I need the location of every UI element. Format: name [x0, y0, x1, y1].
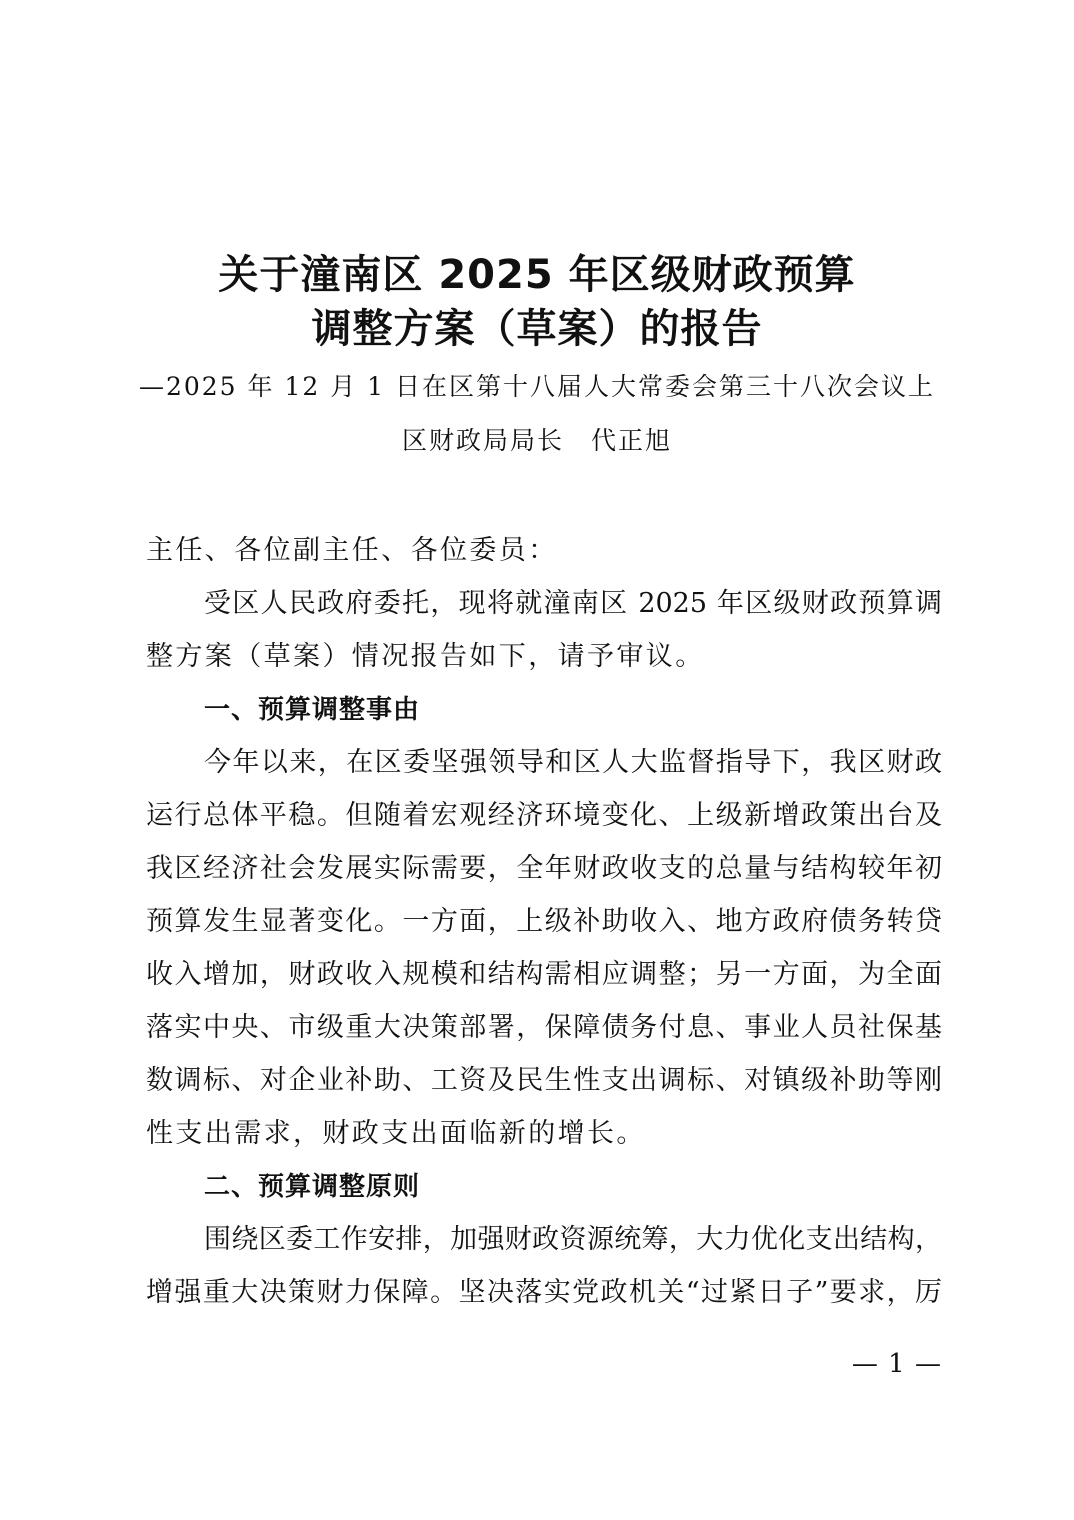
- intro-line: 整方案（草案）情况报告如下，请予审议。: [146, 641, 705, 672]
- document-title-line-1: 关于潼南区 2025 年区级财政预算: [218, 252, 856, 298]
- document-title-line-2: 调整方案（草案）的报告: [311, 306, 763, 352]
- paragraph-line: 增强重大决策财力保障。坚决落实党政机关“过紧日子”要求，厉: [146, 1277, 942, 1308]
- intro-line: 受区人民政府委托，现将就潼南区 2025 年区级财政预算调: [204, 588, 942, 619]
- paragraph-line: 围绕区委工作安排，加强财政资源统筹，大力优化支出结构，: [204, 1224, 942, 1255]
- paragraph-line: 预算发生显著变化。一方面，上级补助收入、地方政府债务转贷: [146, 906, 942, 937]
- paragraph-line: 今年以来，在区委坚强领导和区人大监督指导下，我区财政: [204, 747, 942, 778]
- section-heading-budget-adjustment-reasons: 一、预算调整事由: [204, 695, 421, 725]
- paragraph-line: 运行总体平稳。但随着宏观经济环境变化、上级新增政策出台及: [146, 800, 942, 831]
- section-heading-budget-adjustment-principles: 二、预算调整原则: [204, 1172, 421, 1202]
- paragraph-line: 性支出需求，财政支出面临新的增长。: [146, 1118, 646, 1149]
- paragraph-line: 数调标、对企业补助、工资及民生性支出调标、对镇级补助等刚: [146, 1065, 942, 1096]
- page-number: — 1 —: [851, 1349, 942, 1379]
- document-subtitle-meeting: —2025 年 12 月 1 日在区第十八届人大常委会第三十八次会议上: [138, 372, 936, 401]
- document-subtitle-speaker: 区财政局局长 代正旭: [401, 426, 672, 455]
- paragraph-line: 我区经济社会发展实际需要，全年财政收支的总量与结构较年初: [146, 853, 942, 884]
- paragraph-line: 落实中央、市级重大决策部署，保障债务付息、事业人员社保基: [146, 1012, 942, 1043]
- paragraph-line: 收入增加，财政收入规模和结构需相应调整；另一方面，为全面: [146, 959, 942, 990]
- salutation: 主任、各位副主任、各位委员：: [146, 535, 558, 566]
